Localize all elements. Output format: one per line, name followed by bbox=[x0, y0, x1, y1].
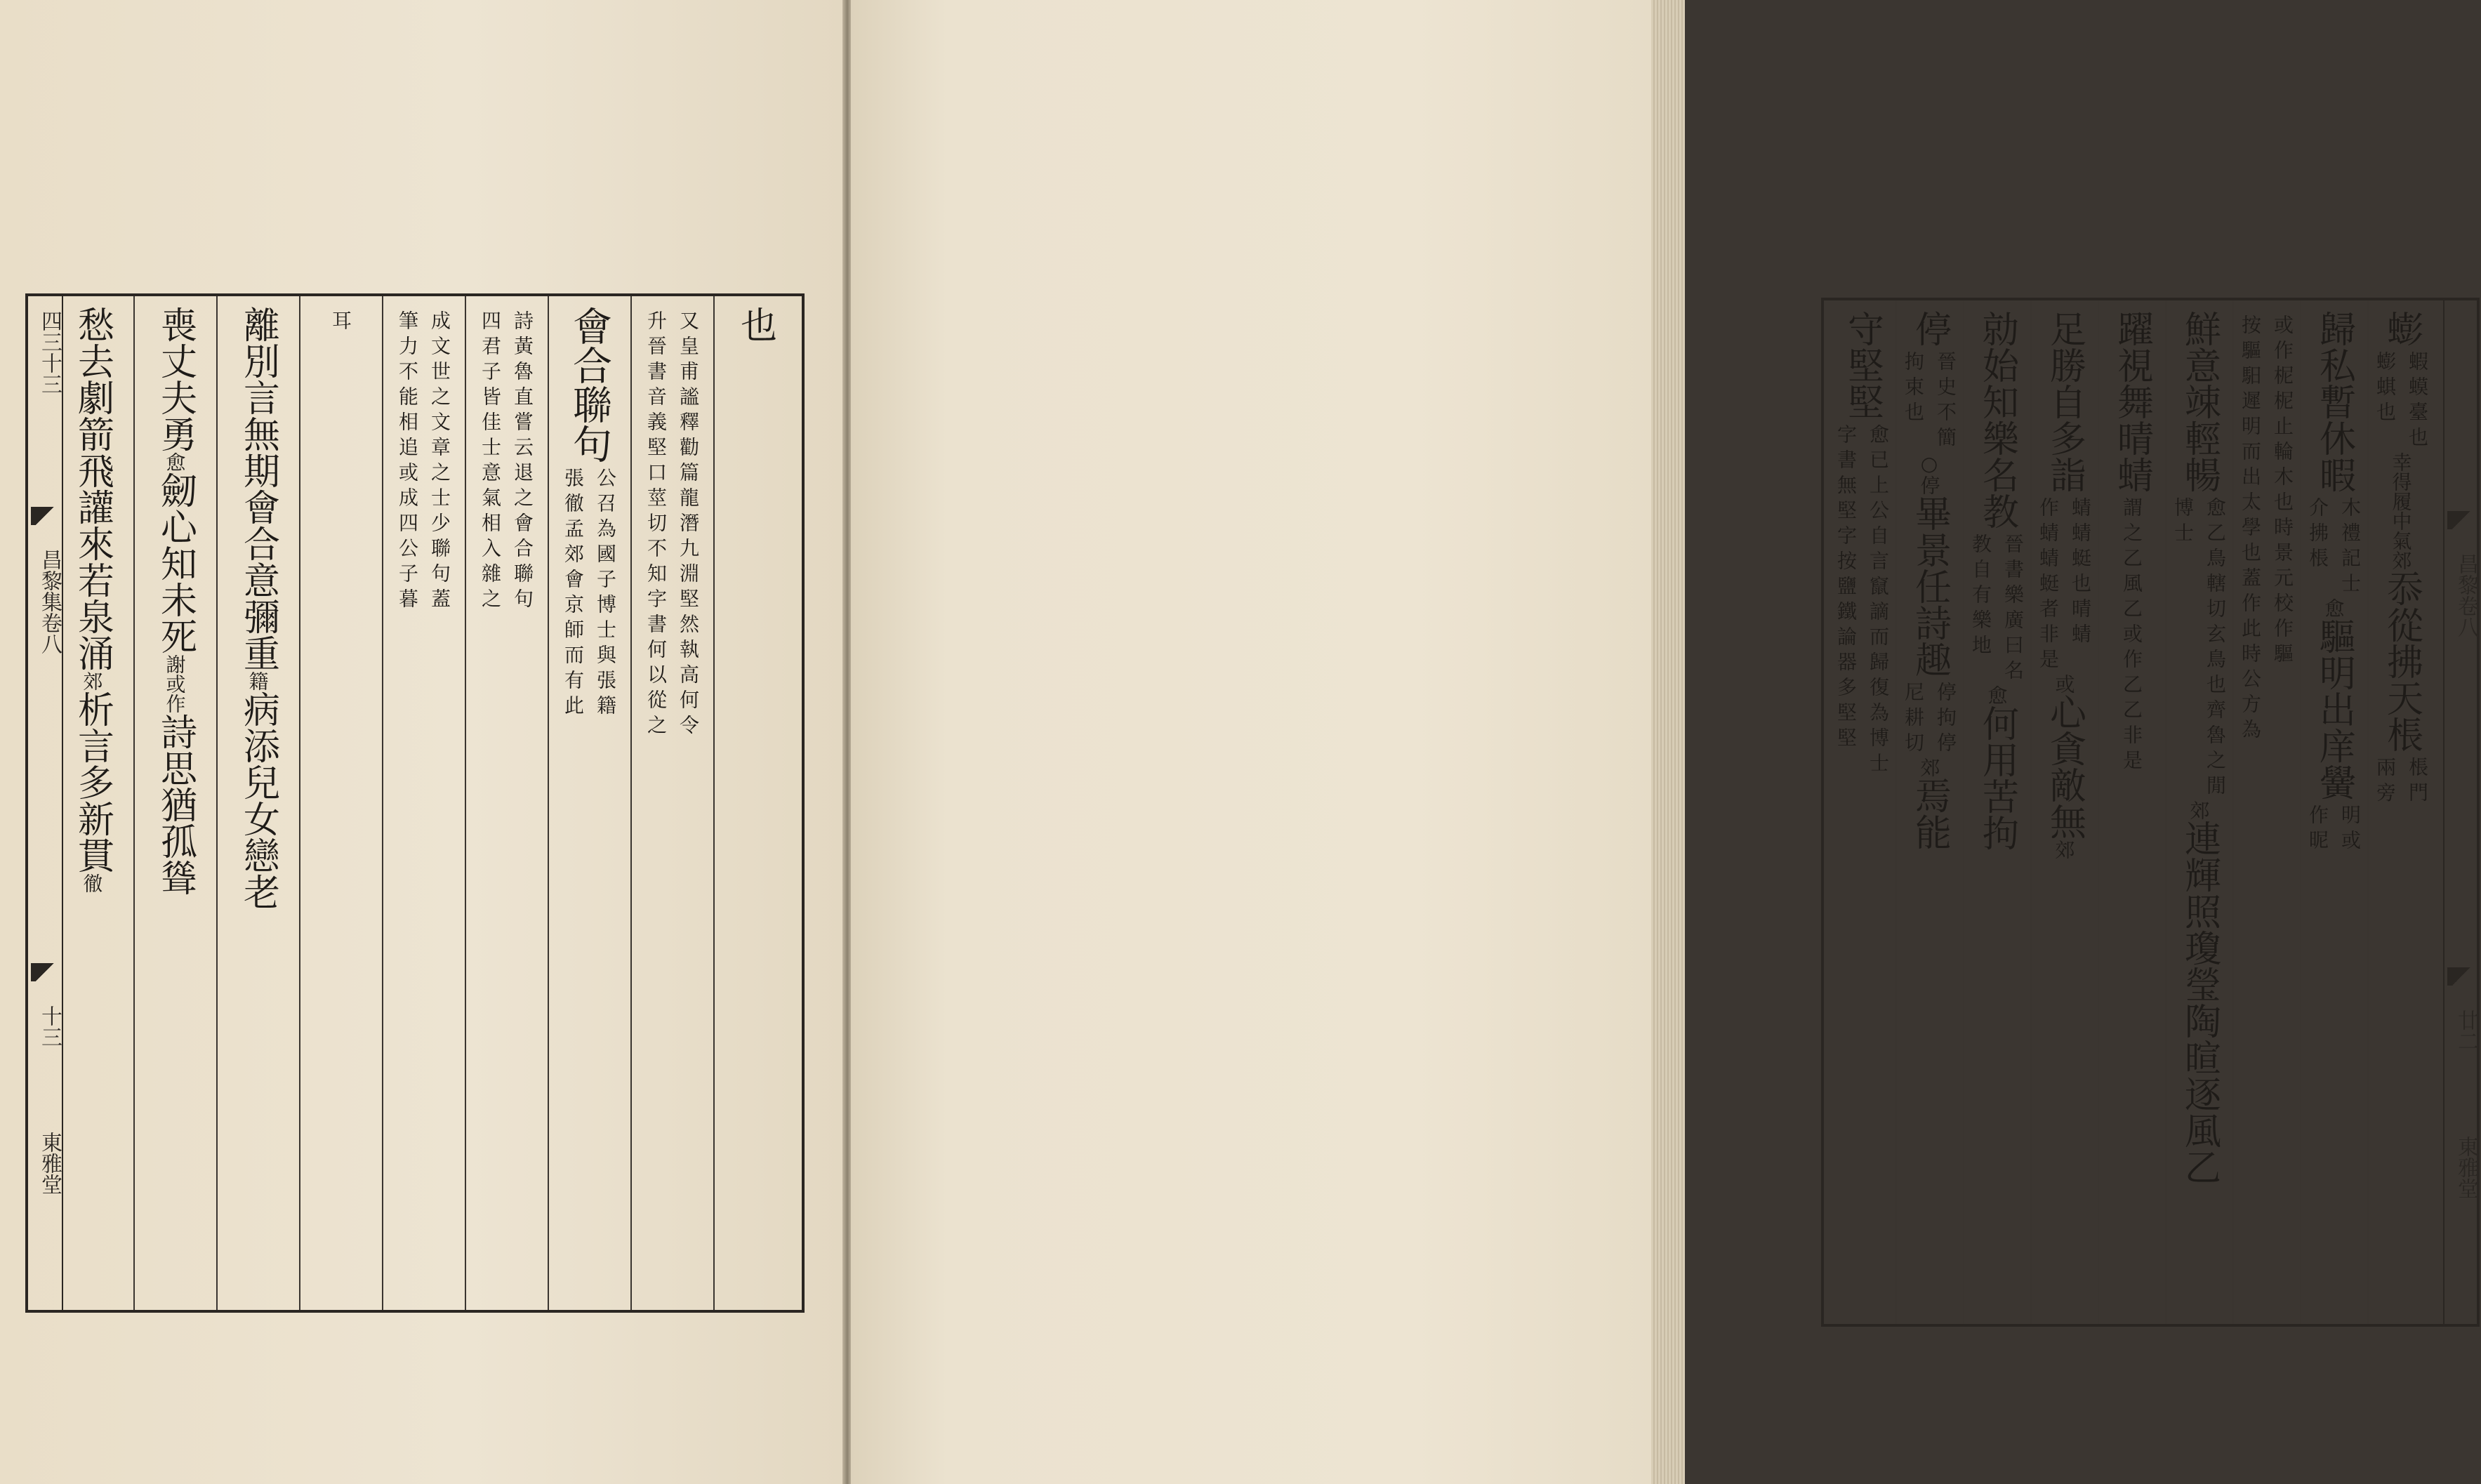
main-text: 足勝自多詣 bbox=[2043, 310, 2086, 493]
commentary-notes-line: 晉史不簡 bbox=[1934, 351, 1957, 452]
annotation: 郊 bbox=[1917, 757, 1941, 777]
margin-studio: 東雅堂 bbox=[2454, 1136, 2478, 1199]
commentary-notes-line: 耳 bbox=[329, 310, 352, 336]
commentary-notes bbox=[476, 310, 536, 614]
text-column bbox=[2232, 300, 2300, 1324]
annotation: 謝或作 bbox=[163, 654, 187, 713]
text-column bbox=[382, 296, 465, 1310]
main-text: 詩思猶孤聳 bbox=[154, 713, 197, 896]
column-rule bbox=[465, 296, 466, 1310]
annotation: 幸得履中氣 bbox=[2389, 452, 2413, 550]
commentary-notes-line: 尼耕切 bbox=[1902, 682, 1925, 757]
commentary-notes bbox=[2371, 757, 2431, 807]
annotation: 愈 bbox=[1985, 685, 2009, 705]
commentary-notes bbox=[393, 310, 454, 614]
commentary-notes-line: 字書無堅字按鹽鐵論器多堅堅 bbox=[1834, 424, 1858, 753]
commentary-notes-line: 或作柅柅止輪木也時景元校作驅 bbox=[2271, 314, 2294, 668]
commentary-notes-line: 教自有樂地 bbox=[1969, 534, 1992, 660]
fish-tail-mark bbox=[2447, 967, 2475, 986]
main-text: 歸私暫休暇 bbox=[2313, 310, 2355, 493]
annotation: 或 bbox=[2052, 674, 2076, 694]
text-column bbox=[1963, 300, 2030, 1324]
poem-title: 會合聯句 bbox=[567, 306, 612, 463]
text-column bbox=[216, 296, 299, 1310]
column-rule bbox=[2165, 300, 2166, 1324]
column-rule bbox=[299, 296, 300, 1310]
margin-strip bbox=[28, 296, 63, 1310]
text-column bbox=[1896, 300, 1963, 1324]
commentary-notes-line: 謂之乙風乙或作乙乙非是 bbox=[2120, 497, 2143, 775]
fish-tail-mark bbox=[31, 507, 59, 525]
commentary-notes bbox=[1899, 351, 1959, 452]
page-edges bbox=[1651, 0, 1685, 1484]
annotation: 郊 bbox=[2389, 550, 2413, 570]
main-text: 躍視舞晴蜻 bbox=[2110, 310, 2153, 493]
text-column bbox=[2367, 300, 2435, 1324]
commentary-notes-line: 升晉書音義堅口莖切不知字書何以從之 bbox=[644, 310, 668, 740]
main-text: 離別言無期會合意彌重 bbox=[237, 306, 279, 671]
column-rule bbox=[2030, 300, 2032, 1324]
main-text: 勍始知樂名教 bbox=[1976, 310, 2018, 529]
commentary-notes bbox=[2371, 351, 2431, 452]
left-page-frame bbox=[25, 293, 805, 1313]
annotation: 郊 bbox=[2187, 800, 2211, 820]
fish-tail-mark bbox=[31, 963, 59, 981]
annotation: 徹 bbox=[80, 873, 104, 893]
annotation: 愈 bbox=[163, 452, 187, 472]
column-rule bbox=[1896, 300, 1897, 1324]
commentary-notes-line: 作昵 bbox=[2306, 804, 2329, 855]
column-rule bbox=[2367, 300, 2369, 1324]
commentary-notes bbox=[642, 310, 702, 740]
margin-leaf: 十三 bbox=[37, 1005, 62, 1047]
column-rule bbox=[548, 296, 549, 1310]
right-page-frame bbox=[1821, 298, 2480, 1327]
text-column bbox=[2030, 300, 2098, 1324]
commentary-notes-line: 木禮記士 bbox=[2338, 497, 2362, 598]
commentary-notes bbox=[559, 468, 619, 720]
fish-tail-mark bbox=[2447, 511, 2475, 529]
main-text: 守堅堅 bbox=[1841, 310, 1884, 420]
main-text: 鮮意竦輕暢 bbox=[2178, 310, 2221, 493]
commentary-notes-line: 按驅馹遲明而出太學也蓋作此時公方為 bbox=[2239, 314, 2262, 744]
text-column bbox=[133, 296, 216, 1310]
commentary-notes-line: 詩黃魯直嘗云退之會合聯句 bbox=[511, 310, 534, 614]
text-column bbox=[548, 296, 630, 1310]
annotation: ○停 bbox=[1917, 452, 1941, 495]
commentary-notes bbox=[326, 310, 355, 336]
commentary-notes-line: 愈乙鳥轄切玄鳥也齊魯之閒 bbox=[2204, 497, 2227, 800]
commentary-notes-line: 明或 bbox=[2338, 804, 2362, 855]
commentary-notes bbox=[2303, 497, 2364, 598]
left-page bbox=[0, 0, 846, 1484]
text-column bbox=[2300, 300, 2367, 1324]
main-text: 病添兒女戀老 bbox=[237, 691, 279, 910]
main-text: 連輝照瓊瑩陶暄逐風乙 bbox=[2178, 820, 2221, 1185]
commentary-notes-line: 蟛蜞也 bbox=[2374, 351, 2397, 427]
column-rule bbox=[216, 296, 218, 1310]
main-text: 析言多新貫 bbox=[71, 691, 114, 873]
commentary-notes-line: 作蜻蜻蜓者非是 bbox=[2037, 497, 2060, 674]
commentary-notes-line: 兩旁 bbox=[2374, 757, 2397, 807]
main-text: 也 bbox=[734, 306, 776, 343]
text-column bbox=[2098, 300, 2165, 1324]
text-column bbox=[713, 296, 796, 1310]
text-column bbox=[465, 296, 548, 1310]
commentary-notes bbox=[2117, 497, 2145, 775]
commentary-notes bbox=[2236, 314, 2296, 744]
margin-strip bbox=[2443, 300, 2478, 1324]
column-rule bbox=[2300, 300, 2301, 1324]
commentary-notes bbox=[1832, 424, 1892, 778]
main-text: 何用苦拘 bbox=[1976, 705, 2018, 851]
commentary-notes-line: 停拘停 bbox=[1934, 682, 1957, 757]
commentary-notes-line: 蝦蟆臺也 bbox=[2406, 351, 2429, 452]
commentary-notes-line: 四君子皆佳士意氣相入雜之 bbox=[479, 310, 502, 614]
main-text: 忝從拂天棖 bbox=[2380, 570, 2423, 753]
commentary-notes-line: 張徹孟郊會京師而有此 bbox=[562, 468, 585, 720]
right-page bbox=[851, 0, 2478, 1484]
commentary-notes-line: 愈已上公自言竄謫而歸復為博士 bbox=[1867, 424, 1890, 778]
main-text: 驅明出庠黌 bbox=[2313, 618, 2355, 800]
column-rule bbox=[713, 296, 715, 1310]
main-text: 喪丈夫勇 bbox=[154, 306, 197, 452]
commentary-notes-line: 棖門 bbox=[2406, 757, 2429, 807]
commentary-notes-line: 博士 bbox=[2171, 497, 2195, 548]
commentary-notes bbox=[1966, 534, 2027, 685]
commentary-notes bbox=[2303, 804, 2364, 855]
main-text: 畢景任詩趣 bbox=[1908, 495, 1951, 677]
main-text: 劒心知未死 bbox=[154, 472, 197, 654]
commentary-notes-line: 筆力不能相追或成四公子暮 bbox=[396, 310, 419, 614]
text-column bbox=[299, 296, 382, 1310]
annotation: 籍 bbox=[246, 671, 270, 691]
margin-studio: 東雅堂 bbox=[37, 1132, 62, 1195]
commentary-notes-line: 成文世之文章之士少聯句蓋 bbox=[428, 310, 451, 614]
commentary-notes bbox=[2034, 497, 2094, 674]
text-column bbox=[2165, 300, 2232, 1324]
margin-title: 昌黎卷八 bbox=[2454, 553, 2478, 637]
column-rule bbox=[133, 296, 135, 1310]
annotation: 愈 bbox=[2322, 598, 2346, 618]
commentary-notes-line: 拘束也 bbox=[1902, 351, 1925, 427]
column-rule bbox=[2098, 300, 2099, 1324]
commentary-notes-line: 晉書樂廣曰名 bbox=[2002, 534, 2025, 685]
column-rule bbox=[630, 296, 632, 1310]
commentary-notes bbox=[1899, 682, 1959, 757]
margin-title: 昌黎集卷八 bbox=[37, 549, 62, 654]
column-rule bbox=[382, 296, 383, 1310]
text-column bbox=[630, 296, 713, 1310]
annotation: 郊 bbox=[2052, 840, 2076, 859]
commentary-notes-line: 公召為國子博士與張籍 bbox=[594, 468, 617, 720]
commentary-notes-line: 蜻蜻蜓也晴蜻 bbox=[2069, 497, 2092, 649]
commentary-notes-line: 又皇甫謐釋勸篇龍潛九淵堅然執高何令 bbox=[677, 310, 700, 740]
text-column bbox=[1828, 300, 1896, 1324]
commentary-notes bbox=[2169, 497, 2229, 800]
margin-folio-top: 四三十三 bbox=[37, 310, 62, 395]
column-rule bbox=[2232, 300, 2234, 1324]
main-text: 愁去劇箭飛讙來若泉涌 bbox=[71, 306, 114, 671]
main-text: 停 bbox=[1908, 310, 1951, 347]
annotation: 郊 bbox=[80, 671, 104, 691]
main-text: 心貪敵無 bbox=[2043, 694, 2086, 840]
main-text: 蟛 bbox=[2380, 310, 2423, 347]
main-text: 焉能 bbox=[1908, 777, 1951, 850]
commentary-notes-line: 介拂棖 bbox=[2306, 497, 2329, 573]
column-rule bbox=[1963, 300, 1964, 1324]
margin-leaf: 廿二 bbox=[2454, 1009, 2478, 1052]
